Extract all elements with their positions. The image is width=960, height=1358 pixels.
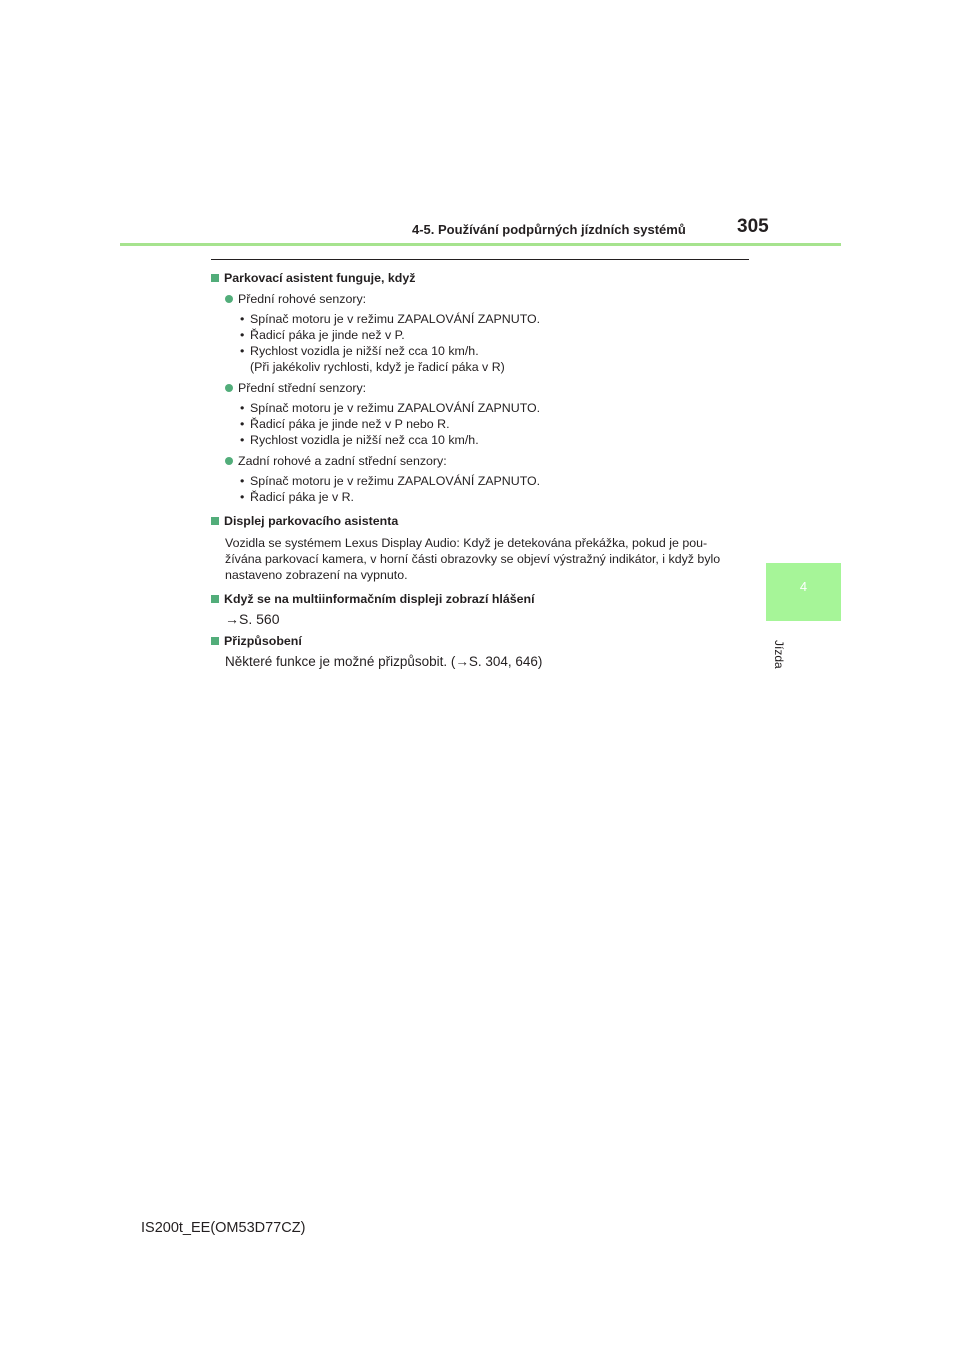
sensor-group-title: Přední rohové senzory: (238, 292, 367, 306)
section-heading-text: Přizpůsobení (224, 634, 302, 648)
condition-item: • Řadicí páka je v R. (240, 489, 751, 505)
chapter-label: Jízda (772, 640, 786, 669)
page-number: 305 (737, 216, 769, 237)
condition-item: • Spínač motoru je v režimu ZAPALOVÁNÍ ZAPNUTO. (240, 400, 751, 416)
paragraph-line: žívána parkovací kamera, v horní části obrazovky se objeví výstražný indikátor, i když bylo (225, 552, 721, 566)
square-bullet-icon (211, 595, 219, 603)
paragraph-line: nastaveno zobrazení na vypnuto. (225, 568, 408, 582)
section-heading-text: Parkovací asistent funguje, když (224, 271, 416, 285)
condition-item: • Spínač motoru je v režimu ZAPALOVÁNÍ ZAPNUTO. (240, 473, 751, 489)
section-heading (211, 513, 751, 529)
circle-bullet-icon (225, 457, 233, 465)
condition-item: • Řadicí páka je jinde než v P. (240, 327, 751, 343)
condition-list (240, 473, 751, 505)
condition-item: • Řadicí páka je jinde než v P nebo R. (240, 416, 751, 432)
document-code: IS200t_EE(OM53D77CZ) (141, 1220, 306, 1236)
header-rule (120, 243, 841, 246)
sensor-group (211, 291, 751, 307)
condition-item: • Rychlost vozidla je nižší než cca 10 km/h. (240, 432, 751, 448)
section-heading (211, 591, 751, 607)
content-top-rule (211, 259, 749, 260)
square-bullet-icon (211, 637, 219, 645)
circle-bullet-icon (225, 295, 233, 303)
header-section-title: 4-5. Používání podpůrných jízdních systémů (412, 222, 686, 237)
page-content (211, 270, 751, 670)
section-paragraph (225, 535, 751, 583)
square-bullet-icon (211, 274, 219, 282)
section-paragraph: Některé funkce je možné přizpůsobit. (→S. 304, 646) (225, 654, 543, 669)
chapter-tab (766, 563, 841, 621)
sensor-group (211, 380, 751, 396)
condition-list (240, 400, 751, 448)
condition-item-text: Rychlost vozidla je nižší než cca 10 km/h. (250, 344, 479, 358)
section-heading-text: Když se na multiinformačním displeji zobrazí hlášení (224, 592, 535, 606)
condition-list (240, 311, 751, 375)
sensor-group-title: Přední střední senzory: (238, 381, 367, 395)
circle-bullet-icon (225, 384, 233, 392)
condition-item: • Spínač motoru je v režimu ZAPALOVÁNÍ ZAPNUTO. (240, 311, 751, 327)
sensor-group-title: Zadní rohové a zadní střední senzory: (238, 454, 447, 468)
sensor-group (211, 453, 751, 469)
section-heading (211, 270, 751, 286)
square-bullet-icon (211, 517, 219, 525)
condition-item (240, 343, 751, 375)
chapter-number: 4 (799, 579, 808, 594)
section-heading-text: Displej parkovacího asistenta (224, 514, 399, 528)
section-heading (211, 633, 751, 649)
paragraph-line: Vozidla se systémem Lexus Display Audio: Když je detekována překážka, pokud je pou- (225, 536, 708, 550)
page-reference: →S. 560 (225, 611, 280, 627)
condition-item-continuation: (Při jakékoliv rychlosti, když je řadicí páka v R) (250, 360, 505, 374)
